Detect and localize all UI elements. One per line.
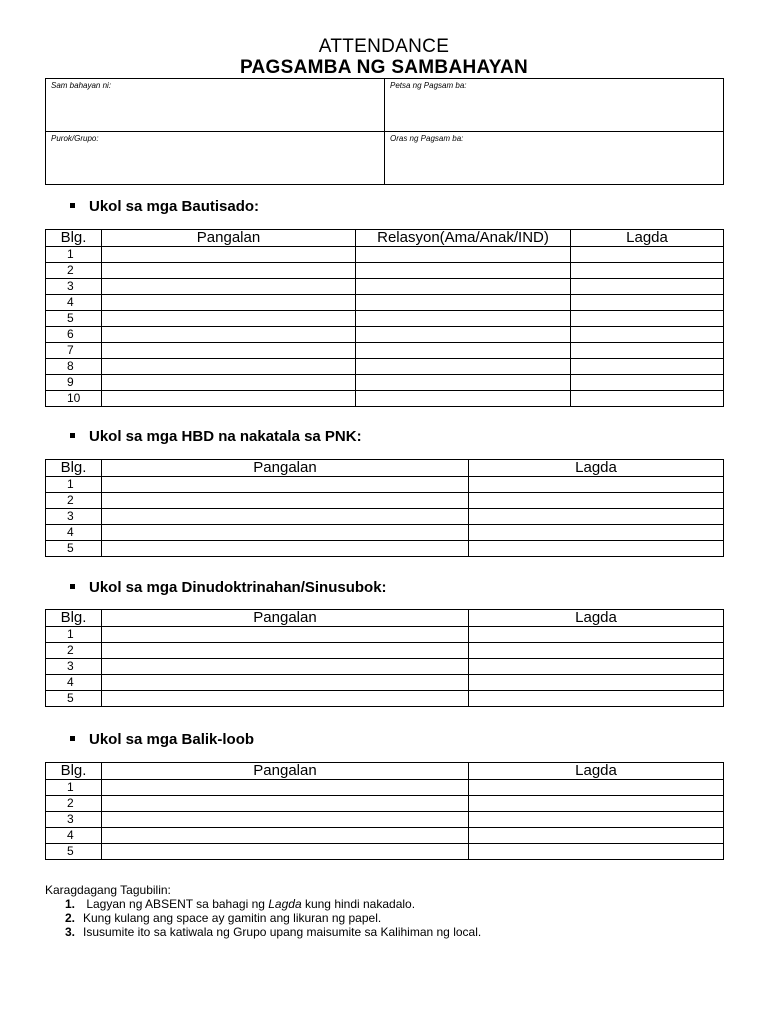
row-number: 8 [46, 359, 102, 375]
worship-time-field[interactable] [385, 132, 724, 185]
table-row [46, 828, 724, 844]
column-header: Lagda [469, 460, 724, 477]
bullet-icon [70, 736, 75, 741]
row-number: 2 [46, 493, 102, 509]
entry-cell[interactable] [102, 279, 356, 295]
entry-cell[interactable] [102, 493, 469, 509]
row-number: 1 [46, 477, 102, 493]
row-number: 5 [46, 844, 102, 860]
table-row [46, 477, 724, 493]
section-heading-label: Ukol sa mga Bautisado: [89, 198, 260, 215]
table-row [46, 493, 724, 509]
table-row [46, 627, 724, 643]
instruction-item [45, 925, 481, 939]
column-header: Blg. [46, 763, 102, 780]
entry-cell[interactable] [102, 327, 356, 343]
worship-time-label: Oras ng Pagsam ba: [390, 134, 464, 143]
entry-cell[interactable] [102, 525, 469, 541]
entry-cell[interactable] [356, 247, 571, 263]
row-number: 2 [46, 263, 102, 279]
row-number: 4 [46, 525, 102, 541]
column-header: Blg. [46, 230, 102, 247]
entry-cell[interactable] [102, 295, 356, 311]
hbd-table [45, 459, 724, 557]
entry-cell[interactable] [571, 359, 724, 375]
entry-cell[interactable] [102, 812, 469, 828]
entry-cell[interactable] [469, 796, 724, 812]
table-row [46, 391, 724, 407]
entry-cell[interactable] [102, 375, 356, 391]
column-header: Lagda [469, 610, 724, 627]
instruction-number: 1. [64, 897, 75, 911]
household-info-table [45, 78, 724, 185]
row-number: 10 [46, 391, 102, 407]
document-title: ATTENDANCE [318, 36, 450, 57]
entry-cell[interactable] [102, 311, 356, 327]
entry-cell[interactable] [356, 295, 571, 311]
table-row [46, 327, 724, 343]
row-number: 9 [46, 375, 102, 391]
instruction-text: Isusumite ito sa katiwala ng Grupo upang maisumite sa Kalihiman ng local. [83, 925, 482, 939]
entry-cell[interactable] [102, 247, 356, 263]
column-header: Blg. [46, 610, 102, 627]
entry-cell[interactable] [469, 477, 724, 493]
row-number: 7 [46, 343, 102, 359]
column-header: Pangalan [102, 610, 469, 627]
entry-cell[interactable] [102, 509, 469, 525]
instruction-text: Lagyan ng ABSENT sa bahagi ng [83, 897, 269, 911]
entry-cell[interactable] [102, 796, 469, 812]
entry-cell[interactable] [469, 691, 724, 707]
entry-cell[interactable] [469, 812, 724, 828]
section-heading-doctrine [70, 579, 387, 597]
instruction-item [45, 911, 481, 925]
column-header: Lagda [469, 763, 724, 780]
instruction-item [45, 897, 481, 911]
column-header: Pangalan [102, 460, 469, 477]
entry-cell[interactable] [469, 844, 724, 860]
table-row [46, 247, 724, 263]
worship-date-field[interactable] [385, 79, 724, 132]
row-number: 1 [46, 627, 102, 643]
row-number: 6 [46, 327, 102, 343]
baptized-table [45, 229, 724, 407]
row-number: 4 [46, 828, 102, 844]
table-row [46, 844, 724, 860]
entry-cell[interactable] [571, 327, 724, 343]
entry-cell[interactable] [571, 247, 724, 263]
additional-instructions [45, 883, 481, 939]
table-row [46, 780, 724, 796]
section-heading-label: Ukol sa mga Dinudoktrinahan/Sinusubok: [89, 579, 387, 596]
bullet-icon [70, 584, 75, 589]
entry-cell[interactable] [356, 391, 571, 407]
table-row [46, 659, 724, 675]
row-number: 5 [46, 541, 102, 557]
entry-cell[interactable] [571, 263, 724, 279]
entry-cell[interactable] [102, 780, 469, 796]
entry-cell[interactable] [571, 311, 724, 327]
entry-cell[interactable] [356, 311, 571, 327]
entry-cell[interactable] [571, 391, 724, 407]
table-row [46, 375, 724, 391]
row-number: 4 [46, 295, 102, 311]
row-number: 4 [46, 675, 102, 691]
entry-cell[interactable] [469, 643, 724, 659]
entry-cell[interactable] [571, 375, 724, 391]
entry-cell[interactable] [102, 691, 469, 707]
section-heading-returnee [70, 731, 254, 749]
column-header: Lagda [571, 230, 724, 247]
bullet-icon [70, 203, 75, 208]
column-header: Pangalan [102, 230, 356, 247]
returnee-table [45, 762, 724, 860]
section-heading-hbd [70, 428, 362, 446]
entry-cell[interactable] [102, 359, 356, 375]
entry-cell[interactable] [469, 493, 724, 509]
column-header: Pangalan [102, 763, 469, 780]
section-heading-baptized [70, 198, 259, 216]
table-row [46, 343, 724, 359]
entry-cell[interactable] [469, 675, 724, 691]
table-row [46, 675, 724, 691]
row-number: 3 [46, 659, 102, 675]
entry-cell[interactable] [571, 279, 724, 295]
row-number: 1 [46, 780, 102, 796]
row-number: 3 [46, 812, 102, 828]
entry-cell[interactable] [356, 327, 571, 343]
entry-cell[interactable] [102, 643, 469, 659]
entry-cell[interactable] [356, 375, 571, 391]
household-label: Sam bahayan ni: [51, 81, 112, 90]
table-row [46, 643, 724, 659]
entry-cell[interactable] [571, 343, 724, 359]
entry-cell[interactable] [469, 780, 724, 796]
table-row [46, 541, 724, 557]
table-row [46, 796, 724, 812]
entry-cell[interactable] [102, 391, 356, 407]
table-row [46, 295, 724, 311]
entry-cell[interactable] [102, 828, 469, 844]
entry-cell[interactable] [469, 659, 724, 675]
entry-cell[interactable] [102, 675, 469, 691]
row-number: 2 [46, 796, 102, 812]
column-header: Blg. [46, 460, 102, 477]
entry-cell[interactable] [571, 295, 724, 311]
instruction-number: 3. [64, 925, 75, 939]
entry-cell[interactable] [102, 844, 469, 860]
table-row [46, 509, 724, 525]
entry-cell[interactable] [102, 627, 469, 643]
entry-cell[interactable] [356, 359, 571, 375]
table-row [46, 311, 724, 327]
instruction-text: Kung kulang ang space ay gamitin ang likuran ng papel. [83, 911, 382, 925]
table-row [46, 263, 724, 279]
entry-cell[interactable] [102, 263, 356, 279]
row-number: 3 [46, 279, 102, 295]
entry-cell[interactable] [356, 263, 571, 279]
entry-cell[interactable] [356, 279, 571, 295]
table-row [46, 279, 724, 295]
entry-cell[interactable] [356, 343, 571, 359]
entry-cell[interactable] [102, 541, 469, 557]
table-row [46, 525, 724, 541]
instruction-number: 2. [64, 911, 75, 925]
row-number: 3 [46, 509, 102, 525]
entry-cell[interactable] [469, 828, 724, 844]
table-row [46, 359, 724, 375]
entry-cell[interactable] [469, 627, 724, 643]
bullet-icon [70, 433, 75, 438]
row-number: 5 [46, 691, 102, 707]
instructions-heading: Karagdagang Tagubilin: [45, 883, 171, 897]
group-label: Purok/Grupo: [51, 134, 99, 143]
entry-cell[interactable] [102, 343, 356, 359]
table-row [46, 812, 724, 828]
document-subtitle: PAGSAMBA NG SAMBAHAYAN [239, 57, 529, 78]
row-number: 5 [46, 311, 102, 327]
entry-cell[interactable] [102, 659, 469, 675]
household-field[interactable] [46, 79, 385, 132]
entry-cell[interactable] [469, 525, 724, 541]
group-field[interactable] [46, 132, 385, 185]
doctrine-table [45, 609, 724, 707]
entry-cell[interactable] [469, 509, 724, 525]
section-heading-label: Ukol sa mga Balik-loob [89, 731, 255, 748]
worship-date-label: Petsa ng Pagsam ba: [390, 81, 467, 90]
section-heading-label: Ukol sa mga HBD na nakatala sa PNK: [89, 428, 362, 445]
table-row [46, 691, 724, 707]
row-number: 2 [46, 643, 102, 659]
instruction-emphasis: Lagda [268, 897, 302, 911]
entry-cell[interactable] [102, 477, 469, 493]
column-header: Relasyon(Ama/Anak/IND) [356, 230, 571, 247]
instruction-text: kung hindi nakadalo. [301, 897, 416, 911]
entry-cell[interactable] [469, 541, 724, 557]
row-number: 1 [46, 247, 102, 263]
